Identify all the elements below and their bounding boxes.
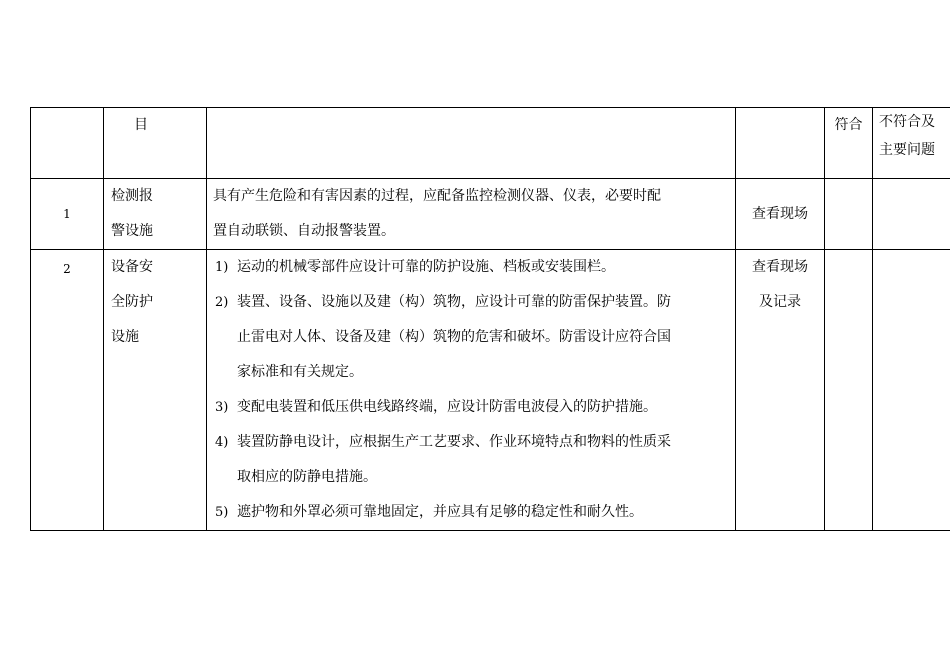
table-header-row	[31, 108, 950, 179]
table-row	[31, 179, 950, 250]
requirement-line: 具有产生危险和有害因素的过程，应配备监控检测仪器、仪表，必要时配	[213, 188, 661, 204]
row-issues-cell[interactable]	[873, 179, 950, 250]
requirement-number: 3)	[215, 400, 229, 415]
item-line: 设备安	[111, 259, 153, 275]
requirement-number: 2)	[215, 295, 229, 310]
inspection-checklist-table	[30, 107, 950, 531]
requirement-text	[237, 250, 727, 285]
requirement-number: 4)	[215, 435, 229, 450]
row-method-cell	[736, 179, 825, 250]
item-line: 警设施	[111, 223, 153, 239]
requirement-line: 置自动联锁、自动报警装置。	[213, 223, 395, 239]
requirement-line: 装置防静电设计，应根据生产工艺要求、作业环境特点和物料的性质采	[237, 434, 671, 450]
row-item-cell	[104, 179, 207, 250]
header-conform-cell: 符合	[825, 108, 873, 179]
requirement-line: 变配电装置和低压供电线路终端，应设计防雷电波侵入的防护措施。	[237, 399, 657, 415]
requirement-line: 装置、设备、设施以及建（构）筑物，应设计可靠的防雷保护装置。防	[237, 294, 671, 310]
requirement-list-item	[215, 495, 727, 530]
item-line: 检测报	[111, 188, 153, 204]
header-requirement-cell	[207, 108, 736, 179]
item-line: 设施	[111, 329, 139, 345]
row-issues-cell[interactable]	[873, 250, 950, 531]
header-nonconform-line-2: 主要问题	[879, 142, 935, 158]
requirement-number: 5)	[215, 505, 229, 520]
requirement-list-item	[215, 250, 727, 285]
requirement-list-item	[215, 390, 727, 425]
row-requirement-cell	[207, 179, 736, 250]
row-item-cell	[104, 250, 207, 531]
row-requirement-cell	[207, 250, 736, 531]
method-line: 及记录	[759, 294, 801, 310]
row-number-cell: 1	[31, 179, 104, 250]
header-nonconform-cell	[873, 108, 950, 179]
requirement-line: 遮护物和外罩必须可靠地固定，并应具有足够的稳定性和耐久性。	[237, 504, 643, 520]
requirement-line: 家标准和有关规定。	[237, 364, 363, 380]
requirement-line: 止雷电对人体、设备及建（构）筑物的危害和破坏。防雷设计应符合国	[237, 329, 671, 345]
requirement-text	[237, 390, 727, 425]
requirement-list-item	[215, 425, 727, 495]
row-method-cell	[736, 250, 825, 531]
header-number-cell	[31, 108, 104, 179]
requirement-text	[237, 285, 727, 390]
row-conform-cell[interactable]	[825, 250, 873, 531]
requirement-text	[237, 495, 727, 530]
item-line: 全防护	[111, 294, 153, 310]
table-row	[31, 250, 950, 531]
method-line: 查看现场	[752, 205, 808, 222]
method-line: 查看现场	[752, 259, 808, 275]
requirement-line: 运动的机械零部件应设计可靠的防护设施、档板或安装围栏。	[237, 259, 615, 275]
requirement-text	[237, 425, 727, 495]
header-method-cell	[736, 108, 825, 179]
row-number-cell: 2	[31, 250, 104, 531]
requirement-line: 取相应的防静电措施。	[237, 469, 377, 485]
requirement-list-item	[215, 285, 727, 390]
header-item-cell: 目	[104, 108, 207, 179]
requirement-number: 1)	[215, 260, 229, 275]
header-nonconform-line-1: 不符合及	[879, 114, 935, 130]
row-conform-cell[interactable]	[825, 179, 873, 250]
